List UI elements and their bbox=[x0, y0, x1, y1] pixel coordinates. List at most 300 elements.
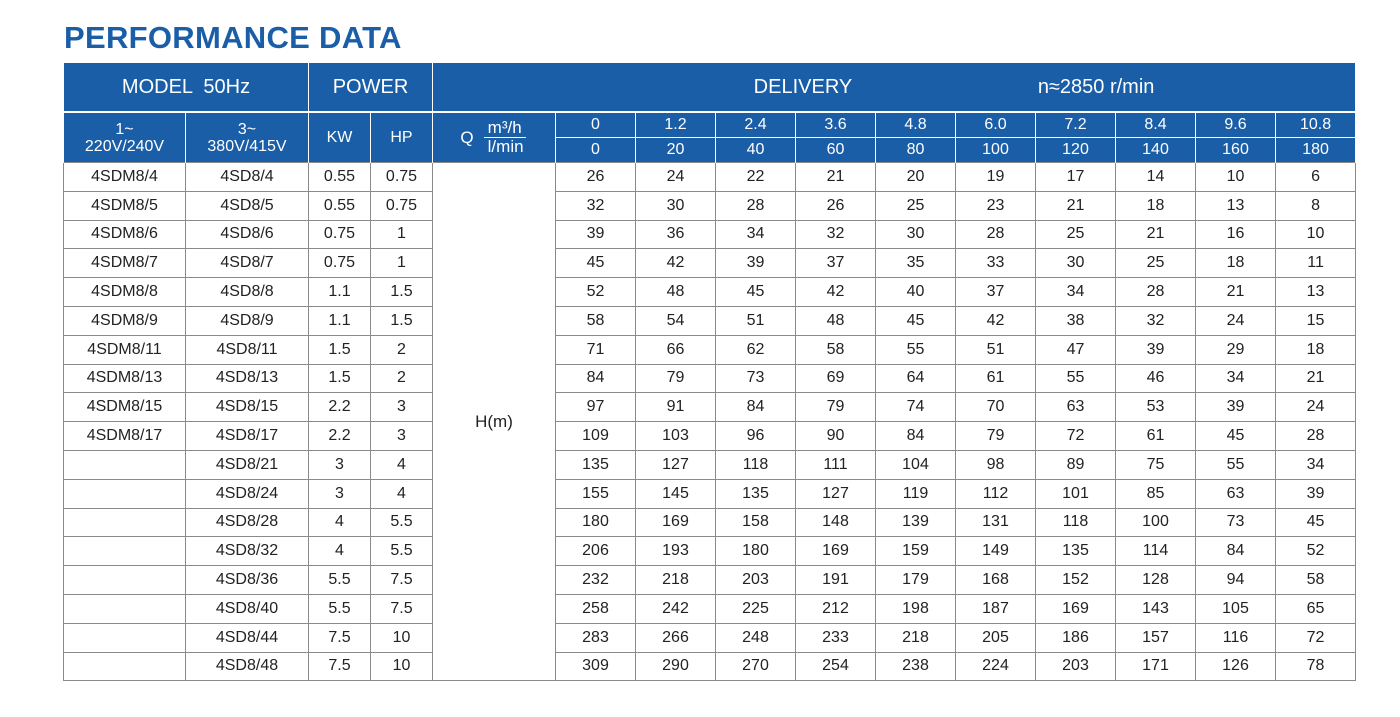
head-value-cell: 283 bbox=[556, 623, 636, 652]
head-value-cell: 198 bbox=[876, 594, 956, 623]
head-value-cell: 32 bbox=[556, 191, 636, 220]
head-value-cell: 39 bbox=[1276, 479, 1356, 508]
single-phase-model-cell: 4SDM8/13 bbox=[64, 364, 186, 393]
hp-cell: 1.5 bbox=[371, 306, 433, 335]
head-value-cell: 8 bbox=[1276, 191, 1356, 220]
head-label-cell: H(m) bbox=[433, 163, 556, 681]
head-value-cell: 238 bbox=[876, 652, 956, 681]
single-phase-model-cell: 4SDM8/17 bbox=[64, 422, 186, 451]
head-value-cell: 90 bbox=[796, 422, 876, 451]
kw-cell: 0.75 bbox=[309, 249, 371, 278]
single-phase-model-cell: 4SDM8/8 bbox=[64, 278, 186, 307]
table-row bbox=[64, 652, 1356, 681]
head-value-cell: 37 bbox=[796, 249, 876, 278]
hp-cell: 1 bbox=[371, 249, 433, 278]
three-phase-model-cell: 4SD8/4 bbox=[186, 163, 309, 192]
table-row bbox=[64, 306, 1356, 335]
head-value-cell: 65 bbox=[1276, 594, 1356, 623]
single-phase-model-cell: 4SDM8/15 bbox=[64, 393, 186, 422]
head-value-cell: 135 bbox=[716, 479, 796, 508]
head-value-cell: 84 bbox=[716, 393, 796, 422]
head-value-cell: 100 bbox=[1116, 508, 1196, 537]
single-phase-model-cell bbox=[64, 508, 186, 537]
head-value-cell: 212 bbox=[796, 594, 876, 623]
head-value-cell: 127 bbox=[796, 479, 876, 508]
head-value-cell: 73 bbox=[1196, 508, 1276, 537]
kw-cell: 0.55 bbox=[309, 163, 371, 192]
head-value-cell: 232 bbox=[556, 566, 636, 595]
head-value-cell: 158 bbox=[716, 508, 796, 537]
head-value-cell: 116 bbox=[1196, 623, 1276, 652]
kw-cell: 3 bbox=[309, 479, 371, 508]
q-lmin-value: 160 bbox=[1196, 138, 1276, 163]
head-value-cell: 258 bbox=[556, 594, 636, 623]
table-row bbox=[64, 163, 1356, 192]
kw-cell: 1.1 bbox=[309, 306, 371, 335]
head-value-cell: 30 bbox=[1036, 249, 1116, 278]
head-value-cell: 33 bbox=[956, 249, 1036, 278]
single-phase-model-cell bbox=[64, 537, 186, 566]
unit-lmin: l/min bbox=[487, 137, 524, 156]
head-value-cell: 32 bbox=[796, 220, 876, 249]
three-phase-model-cell: 4SD8/8 bbox=[186, 278, 309, 307]
head-value-cell: 34 bbox=[1036, 278, 1116, 307]
head-value-cell: 24 bbox=[636, 163, 716, 192]
unit-m3h: m³/h bbox=[484, 119, 526, 138]
single-phase-header bbox=[64, 112, 186, 163]
head-value-cell: 21 bbox=[796, 163, 876, 192]
q-lmin-value: 100 bbox=[956, 138, 1036, 163]
head-value-cell: 32 bbox=[1116, 306, 1196, 335]
head-value-cell: 25 bbox=[1036, 220, 1116, 249]
head-value-cell: 233 bbox=[796, 623, 876, 652]
head-value-cell: 131 bbox=[956, 508, 1036, 537]
head-value-cell: 118 bbox=[1036, 508, 1116, 537]
head-value-cell: 51 bbox=[956, 335, 1036, 364]
head-value-cell: 55 bbox=[1036, 364, 1116, 393]
head-value-cell: 29 bbox=[1196, 335, 1276, 364]
hp-cell: 10 bbox=[371, 652, 433, 681]
kw-cell: 4 bbox=[309, 537, 371, 566]
head-value-cell: 58 bbox=[796, 335, 876, 364]
kw-cell: 7.5 bbox=[309, 652, 371, 681]
kw-cell: 2.2 bbox=[309, 422, 371, 451]
head-value-cell: 21 bbox=[1036, 191, 1116, 220]
head-value-cell: 25 bbox=[876, 191, 956, 220]
head-value-cell: 79 bbox=[796, 393, 876, 422]
head-value-cell: 143 bbox=[1116, 594, 1196, 623]
three-phase-line2: 380V/415V bbox=[207, 137, 287, 155]
head-value-cell: 75 bbox=[1116, 450, 1196, 479]
head-value-cell: 109 bbox=[556, 422, 636, 451]
performance-table-body bbox=[64, 163, 1356, 681]
head-value-cell: 10 bbox=[1196, 163, 1276, 192]
single-phase-model-cell: 4SDM8/7 bbox=[64, 249, 186, 278]
head-value-cell: 159 bbox=[876, 537, 956, 566]
kw-cell: 5.5 bbox=[309, 566, 371, 595]
head-value-cell: 37 bbox=[956, 278, 1036, 307]
head-value-cell: 54 bbox=[636, 306, 716, 335]
three-phase-model-cell: 4SD8/48 bbox=[186, 652, 309, 681]
delivery-label: DELIVERY bbox=[753, 75, 853, 98]
q-m3h-value: 3.6 bbox=[796, 112, 876, 138]
q-lmin-value: 140 bbox=[1116, 138, 1196, 163]
kw-cell: 1.1 bbox=[309, 278, 371, 307]
head-value-cell: 186 bbox=[1036, 623, 1116, 652]
q-m3h-value: 7.2 bbox=[1036, 112, 1116, 138]
head-value-cell: 203 bbox=[1036, 652, 1116, 681]
single-phase-model-cell bbox=[64, 594, 186, 623]
hp-cell: 1.5 bbox=[371, 278, 433, 307]
head-value-cell: 148 bbox=[796, 508, 876, 537]
head-value-cell: 270 bbox=[716, 652, 796, 681]
hp-cell: 7.5 bbox=[371, 594, 433, 623]
single-phase-model-cell: 4SDM8/6 bbox=[64, 220, 186, 249]
q-m3h-value: 10.8 bbox=[1276, 112, 1356, 138]
kw-cell: 1.5 bbox=[309, 364, 371, 393]
head-value-cell: 180 bbox=[716, 537, 796, 566]
hp-cell: 4 bbox=[371, 450, 433, 479]
head-value-cell: 28 bbox=[956, 220, 1036, 249]
head-value-cell: 205 bbox=[956, 623, 1036, 652]
head-value-cell: 101 bbox=[1036, 479, 1116, 508]
head-value-cell: 18 bbox=[1196, 249, 1276, 278]
head-value-cell: 139 bbox=[876, 508, 956, 537]
head-value-cell: 15 bbox=[1276, 306, 1356, 335]
hp-cell: 7.5 bbox=[371, 566, 433, 595]
head-value-cell: 155 bbox=[556, 479, 636, 508]
head-value-cell: 45 bbox=[716, 278, 796, 307]
three-phase-model-cell: 4SD8/11 bbox=[186, 335, 309, 364]
single-phase-model-cell bbox=[64, 450, 186, 479]
head-value-cell: 55 bbox=[1196, 450, 1276, 479]
kw-cell: 0.75 bbox=[309, 220, 371, 249]
table-row bbox=[64, 566, 1356, 595]
hp-cell: 2 bbox=[371, 335, 433, 364]
kw-cell: 2.2 bbox=[309, 393, 371, 422]
head-value-cell: 13 bbox=[1196, 191, 1276, 220]
head-value-cell: 64 bbox=[876, 364, 956, 393]
head-value-cell: 30 bbox=[876, 220, 956, 249]
head-value-cell: 96 bbox=[716, 422, 796, 451]
three-phase-model-cell: 4SD8/9 bbox=[186, 306, 309, 335]
kw-cell: 1.5 bbox=[309, 335, 371, 364]
three-phase-model-cell: 4SD8/7 bbox=[186, 249, 309, 278]
power-header: POWER bbox=[309, 63, 433, 112]
head-value-cell: 38 bbox=[1036, 306, 1116, 335]
flow-unit-header bbox=[433, 112, 556, 163]
single-phase-model-cell bbox=[64, 566, 186, 595]
speed-label: n≈2850 r/min bbox=[1037, 75, 1155, 98]
head-value-cell: 149 bbox=[956, 537, 1036, 566]
head-value-cell: 26 bbox=[556, 163, 636, 192]
head-value-cell: 45 bbox=[1276, 508, 1356, 537]
kw-cell: 0.55 bbox=[309, 191, 371, 220]
head-value-cell: 203 bbox=[716, 566, 796, 595]
hp-cell: 10 bbox=[371, 623, 433, 652]
head-value-cell: 35 bbox=[876, 249, 956, 278]
three-phase-model-cell: 4SD8/15 bbox=[186, 393, 309, 422]
head-value-cell: 89 bbox=[1036, 450, 1116, 479]
head-value-cell: 61 bbox=[1116, 422, 1196, 451]
q-lmin-value: 40 bbox=[716, 138, 796, 163]
head-value-cell: 98 bbox=[956, 450, 1036, 479]
q-lmin-value: 60 bbox=[796, 138, 876, 163]
three-phase-model-cell: 4SD8/21 bbox=[186, 450, 309, 479]
model-header: MODEL 50Hz bbox=[64, 63, 309, 112]
head-value-cell: 84 bbox=[556, 364, 636, 393]
three-phase-model-cell: 4SD8/36 bbox=[186, 566, 309, 595]
head-value-cell: 168 bbox=[956, 566, 1036, 595]
head-value-cell: 179 bbox=[876, 566, 956, 595]
head-value-cell: 34 bbox=[1276, 450, 1356, 479]
head-value-cell: 103 bbox=[636, 422, 716, 451]
head-value-cell: 42 bbox=[796, 278, 876, 307]
head-value-cell: 126 bbox=[1196, 652, 1276, 681]
hp-cell: 0.75 bbox=[371, 163, 433, 192]
table-row bbox=[64, 249, 1356, 278]
head-value-cell: 58 bbox=[1276, 566, 1356, 595]
head-value-cell: 28 bbox=[716, 191, 796, 220]
head-value-cell: 45 bbox=[876, 306, 956, 335]
table-row bbox=[64, 191, 1356, 220]
head-value-cell: 78 bbox=[1276, 652, 1356, 681]
single-phase-model-cell bbox=[64, 652, 186, 681]
q-m3h-value: 4.8 bbox=[876, 112, 956, 138]
head-value-cell: 63 bbox=[1196, 479, 1276, 508]
head-value-cell: 48 bbox=[636, 278, 716, 307]
head-value-cell: 118 bbox=[716, 450, 796, 479]
head-value-cell: 58 bbox=[556, 306, 636, 335]
three-phase-model-cell: 4SD8/24 bbox=[186, 479, 309, 508]
head-value-cell: 66 bbox=[636, 335, 716, 364]
head-value-cell: 254 bbox=[796, 652, 876, 681]
head-value-cell: 61 bbox=[956, 364, 1036, 393]
head-value-cell: 135 bbox=[556, 450, 636, 479]
table-row bbox=[64, 479, 1356, 508]
head-value-cell: 70 bbox=[956, 393, 1036, 422]
head-value-cell: 6 bbox=[1276, 163, 1356, 192]
head-value-cell: 97 bbox=[556, 393, 636, 422]
head-value-cell: 45 bbox=[1196, 422, 1276, 451]
head-value-cell: 112 bbox=[956, 479, 1036, 508]
single-phase-line1: 1~ bbox=[115, 120, 134, 138]
q-lmin-value: 20 bbox=[636, 138, 716, 163]
head-value-cell: 248 bbox=[716, 623, 796, 652]
head-value-cell: 84 bbox=[1196, 537, 1276, 566]
head-value-cell: 187 bbox=[956, 594, 1036, 623]
head-value-cell: 21 bbox=[1276, 364, 1356, 393]
head-value-cell: 169 bbox=[796, 537, 876, 566]
table-row bbox=[64, 508, 1356, 537]
head-value-cell: 309 bbox=[556, 652, 636, 681]
hp-cell: 4 bbox=[371, 479, 433, 508]
single-phase-model-cell: 4SDM8/9 bbox=[64, 306, 186, 335]
q-lmin-value: 0 bbox=[556, 138, 636, 163]
three-phase-line1: 3~ bbox=[237, 120, 257, 138]
kw-cell: 7.5 bbox=[309, 623, 371, 652]
head-value-cell: 91 bbox=[636, 393, 716, 422]
hp-cell: 2 bbox=[371, 364, 433, 393]
table-row bbox=[64, 450, 1356, 479]
kw-header: KW bbox=[309, 112, 371, 163]
table-row bbox=[64, 220, 1356, 249]
q-lmin-value: 120 bbox=[1036, 138, 1116, 163]
head-value-cell: 48 bbox=[796, 306, 876, 335]
head-value-cell: 16 bbox=[1196, 220, 1276, 249]
head-value-cell: 69 bbox=[796, 364, 876, 393]
head-value-cell: 42 bbox=[636, 249, 716, 278]
head-value-cell: 206 bbox=[556, 537, 636, 566]
head-value-cell: 17 bbox=[1036, 163, 1116, 192]
head-value-cell: 145 bbox=[636, 479, 716, 508]
head-value-cell: 62 bbox=[716, 335, 796, 364]
head-value-cell: 26 bbox=[796, 191, 876, 220]
head-value-cell: 218 bbox=[636, 566, 716, 595]
head-value-cell: 193 bbox=[636, 537, 716, 566]
head-value-cell: 128 bbox=[1116, 566, 1196, 595]
three-phase-model-cell: 4SD8/40 bbox=[186, 594, 309, 623]
head-value-cell: 191 bbox=[796, 566, 876, 595]
head-value-cell: 266 bbox=[636, 623, 716, 652]
three-phase-model-cell: 4SD8/17 bbox=[186, 422, 309, 451]
performance-table bbox=[63, 63, 1356, 681]
head-value-cell: 39 bbox=[1116, 335, 1196, 364]
head-value-cell: 225 bbox=[716, 594, 796, 623]
head-value-cell: 28 bbox=[1276, 422, 1356, 451]
three-phase-model-cell: 4SD8/5 bbox=[186, 191, 309, 220]
head-value-cell: 55 bbox=[876, 335, 956, 364]
head-value-cell: 22 bbox=[716, 163, 796, 192]
head-value-cell: 85 bbox=[1116, 479, 1196, 508]
head-value-cell: 218 bbox=[876, 623, 956, 652]
q-label: Q bbox=[460, 127, 474, 147]
head-value-cell: 71 bbox=[556, 335, 636, 364]
head-value-cell: 18 bbox=[1116, 191, 1196, 220]
head-value-cell: 52 bbox=[1276, 537, 1356, 566]
hp-cell: 1 bbox=[371, 220, 433, 249]
three-phase-model-cell: 4SD8/6 bbox=[186, 220, 309, 249]
head-value-cell: 63 bbox=[1036, 393, 1116, 422]
head-value-cell: 73 bbox=[716, 364, 796, 393]
head-value-cell: 242 bbox=[636, 594, 716, 623]
head-value-cell: 53 bbox=[1116, 393, 1196, 422]
head-value-cell: 127 bbox=[636, 450, 716, 479]
head-value-cell: 24 bbox=[1276, 393, 1356, 422]
head-value-cell: 52 bbox=[556, 278, 636, 307]
head-value-cell: 51 bbox=[716, 306, 796, 335]
head-value-cell: 135 bbox=[1036, 537, 1116, 566]
head-value-cell: 157 bbox=[1116, 623, 1196, 652]
head-value-cell: 94 bbox=[1196, 566, 1276, 595]
q-m3h-value: 1.2 bbox=[636, 112, 716, 138]
head-value-cell: 11 bbox=[1276, 249, 1356, 278]
table-row bbox=[64, 594, 1356, 623]
head-value-cell: 169 bbox=[1036, 594, 1116, 623]
kw-cell: 3 bbox=[309, 450, 371, 479]
three-phase-header bbox=[186, 112, 309, 163]
q-m3h-value: 6.0 bbox=[956, 112, 1036, 138]
table-row bbox=[64, 623, 1356, 652]
head-value-cell: 180 bbox=[556, 508, 636, 537]
head-value-cell: 39 bbox=[556, 220, 636, 249]
head-value-cell: 39 bbox=[716, 249, 796, 278]
kw-cell: 5.5 bbox=[309, 594, 371, 623]
head-value-cell: 84 bbox=[876, 422, 956, 451]
q-m3h-value: 9.6 bbox=[1196, 112, 1276, 138]
head-value-cell: 224 bbox=[956, 652, 1036, 681]
hp-cell: 3 bbox=[371, 422, 433, 451]
head-value-cell: 36 bbox=[636, 220, 716, 249]
head-value-cell: 34 bbox=[716, 220, 796, 249]
head-value-cell: 23 bbox=[956, 191, 1036, 220]
head-value-cell: 152 bbox=[1036, 566, 1116, 595]
head-value-cell: 21 bbox=[1196, 278, 1276, 307]
single-phase-model-cell: 4SDM8/4 bbox=[64, 163, 186, 192]
head-value-cell: 169 bbox=[636, 508, 716, 537]
head-value-cell: 79 bbox=[636, 364, 716, 393]
hp-cell: 0.75 bbox=[371, 191, 433, 220]
head-value-cell: 104 bbox=[876, 450, 956, 479]
hp-header: HP bbox=[371, 112, 433, 163]
hp-cell: 3 bbox=[371, 393, 433, 422]
head-value-cell: 42 bbox=[956, 306, 1036, 335]
table-row bbox=[64, 537, 1356, 566]
head-value-cell: 72 bbox=[1276, 623, 1356, 652]
head-value-cell: 111 bbox=[796, 450, 876, 479]
q-m3h-value: 8.4 bbox=[1116, 112, 1196, 138]
single-phase-line2: 220V/240V bbox=[84, 137, 165, 155]
head-value-cell: 72 bbox=[1036, 422, 1116, 451]
head-value-cell: 19 bbox=[956, 163, 1036, 192]
head-value-cell: 10 bbox=[1276, 220, 1356, 249]
three-phase-model-cell: 4SD8/44 bbox=[186, 623, 309, 652]
head-value-cell: 18 bbox=[1276, 335, 1356, 364]
delivery-header bbox=[433, 63, 1356, 112]
head-value-cell: 14 bbox=[1116, 163, 1196, 192]
head-value-cell: 40 bbox=[876, 278, 956, 307]
head-value-cell: 119 bbox=[876, 479, 956, 508]
table-row bbox=[64, 335, 1356, 364]
hp-cell: 5.5 bbox=[371, 537, 433, 566]
three-phase-model-cell: 4SD8/32 bbox=[186, 537, 309, 566]
head-value-cell: 28 bbox=[1116, 278, 1196, 307]
head-value-cell: 34 bbox=[1196, 364, 1276, 393]
head-value-cell: 30 bbox=[636, 191, 716, 220]
single-phase-model-cell: 4SDM8/5 bbox=[64, 191, 186, 220]
three-phase-model-cell: 4SD8/13 bbox=[186, 364, 309, 393]
q-m3h-value: 2.4 bbox=[716, 112, 796, 138]
head-value-cell: 24 bbox=[1196, 306, 1276, 335]
head-value-cell: 13 bbox=[1276, 278, 1356, 307]
head-value-cell: 20 bbox=[876, 163, 956, 192]
head-value-cell: 45 bbox=[556, 249, 636, 278]
head-value-cell: 105 bbox=[1196, 594, 1276, 623]
head-value-cell: 21 bbox=[1116, 220, 1196, 249]
head-value-cell: 79 bbox=[956, 422, 1036, 451]
table-row bbox=[64, 364, 1356, 393]
table-row bbox=[64, 422, 1356, 451]
single-phase-model-cell bbox=[64, 623, 186, 652]
head-value-cell: 39 bbox=[1196, 393, 1276, 422]
three-phase-model-cell: 4SD8/28 bbox=[186, 508, 309, 537]
head-value-cell: 290 bbox=[636, 652, 716, 681]
head-value-cell: 171 bbox=[1116, 652, 1196, 681]
kw-cell: 4 bbox=[309, 508, 371, 537]
q-lmin-value: 180 bbox=[1276, 138, 1356, 163]
q-m3h-value: 0 bbox=[556, 112, 636, 138]
head-value-cell: 47 bbox=[1036, 335, 1116, 364]
